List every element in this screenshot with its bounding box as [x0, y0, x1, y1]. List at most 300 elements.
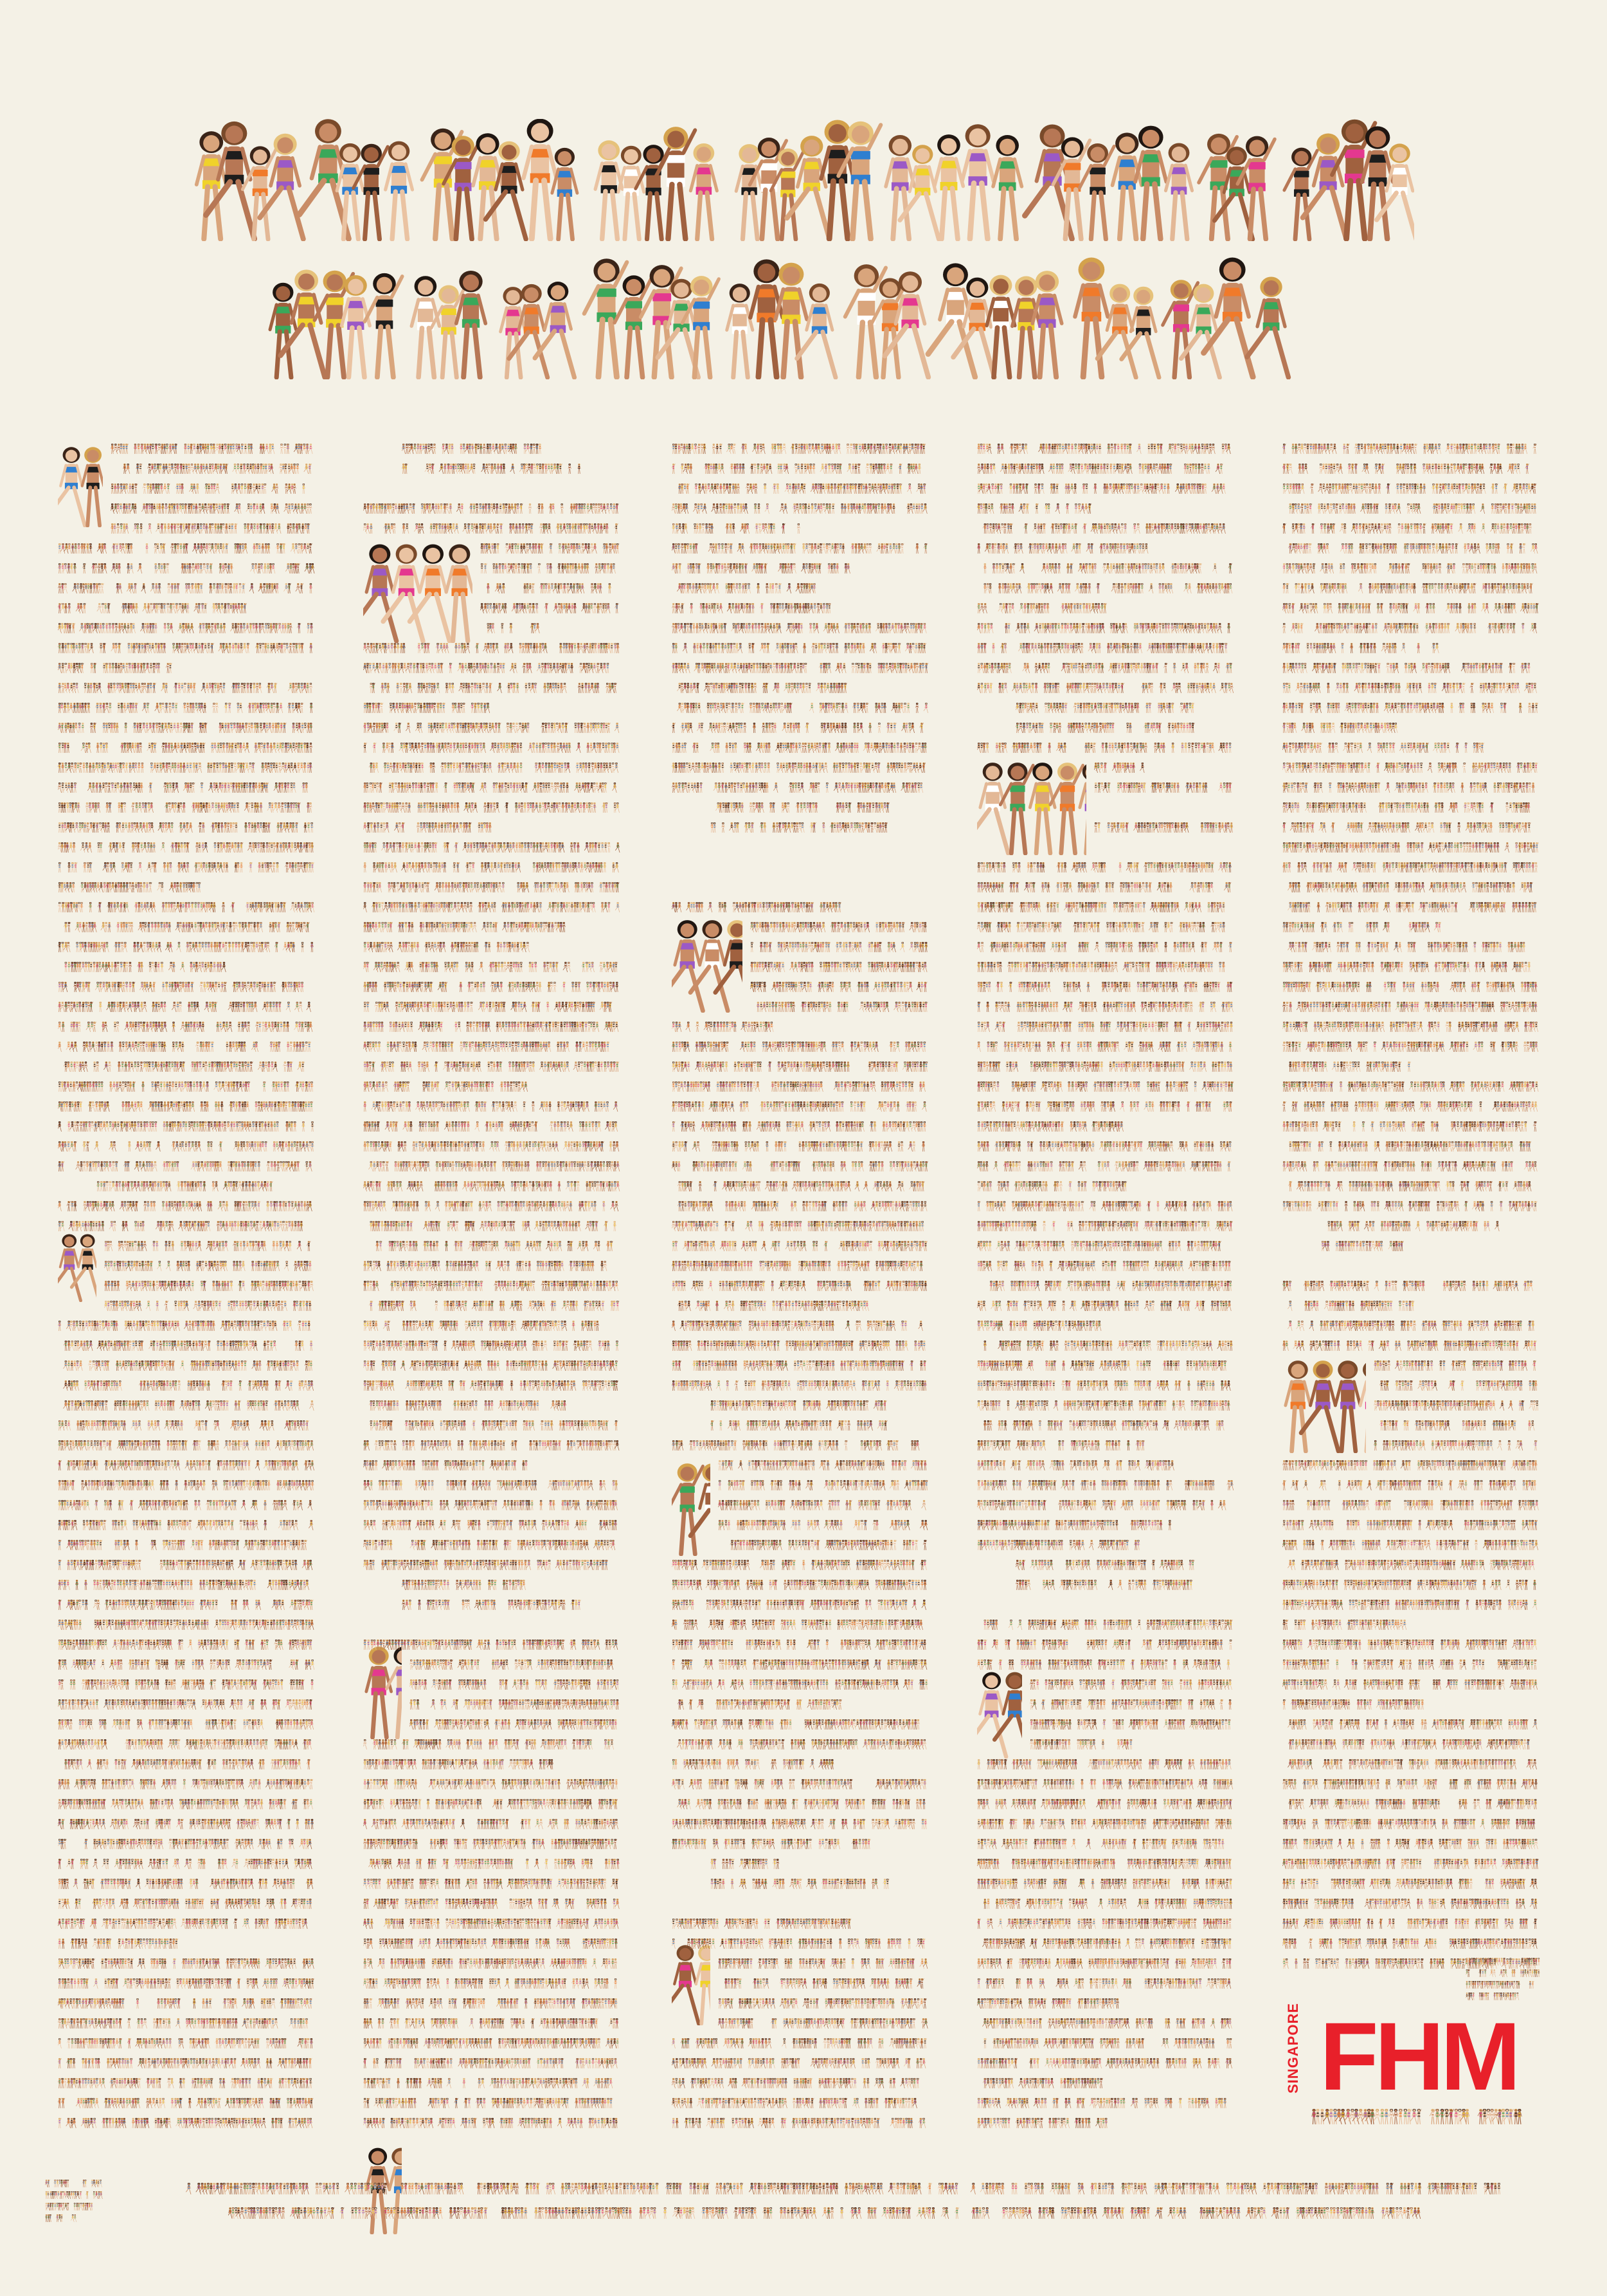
column-2-line	[480, 603, 620, 613]
column-1-line	[58, 1939, 184, 1949]
column-5-line	[1282, 743, 1485, 753]
column-2-line	[363, 1978, 620, 1989]
column-5-line	[1282, 484, 1540, 494]
column-1-line	[58, 1161, 315, 1171]
column-2-line	[363, 1799, 620, 1809]
column-4-line	[1094, 763, 1147, 773]
column-5-line	[1282, 1699, 1433, 1710]
column-5-line	[1282, 1799, 1540, 1809]
column-5-line	[1282, 1560, 1540, 1570]
column-5-line	[1282, 703, 1540, 713]
column-3-photo-1	[672, 916, 742, 1013]
column-3-line	[672, 563, 853, 574]
column-1-line	[58, 1759, 315, 1769]
column-3-line	[672, 1779, 929, 1789]
column-4-line	[977, 1301, 1234, 1311]
column-3-line	[672, 2038, 929, 2048]
logo-figure-line	[1311, 2109, 1523, 2124]
column-4-line	[977, 1998, 1121, 2009]
column-1-line	[58, 1719, 315, 1730]
column-2-line	[363, 1002, 620, 1012]
column-5-line	[1282, 1161, 1540, 1171]
column-3-line	[672, 2078, 929, 2088]
column-2-line	[363, 2118, 620, 2128]
column-5-line	[1282, 1759, 1540, 1769]
column-1-line	[58, 543, 315, 554]
column-2-line	[363, 1081, 530, 1092]
column-4-line	[1030, 1699, 1234, 1710]
column-3-line	[672, 782, 929, 793]
column-3-line	[672, 2118, 929, 2128]
column-1-line	[58, 743, 315, 753]
column-3-line	[672, 2058, 929, 2068]
column-4-line	[977, 1939, 1234, 1949]
column-4-line	[977, 1978, 1234, 1989]
column-4-line	[977, 484, 1234, 494]
column-2-line	[363, 862, 620, 872]
column-4-line	[977, 2018, 1234, 2029]
column-2-line	[363, 1281, 620, 1291]
column-4-line	[977, 1081, 1234, 1092]
column-1-line	[58, 1839, 315, 1849]
column-4-line	[977, 1958, 1234, 1969]
column-1-line	[58, 723, 315, 733]
column-1-line	[58, 1699, 315, 1710]
column-4-line	[977, 1181, 1130, 1191]
imprint-line	[45, 2203, 96, 2210]
column-3-line	[672, 1939, 929, 1949]
column-3-line	[750, 942, 929, 952]
column-3-line	[672, 464, 929, 474]
column-2-line	[363, 1201, 620, 1211]
column-5-line	[1282, 802, 1540, 813]
column-4-line	[977, 1440, 1146, 1451]
imprint-line	[1466, 1958, 1543, 1966]
column-5-line	[1282, 1460, 1540, 1470]
column-3-line	[672, 1042, 929, 1052]
column-4-line	[977, 1520, 1172, 1530]
column-2-line	[363, 1899, 620, 1909]
column-3-line	[672, 523, 802, 534]
column-3-line	[672, 1062, 929, 1072]
column-5-line	[1282, 1321, 1540, 1331]
column-5-line	[1282, 1341, 1540, 1351]
column-4-line	[977, 1420, 1234, 1431]
column-1-line	[111, 444, 315, 454]
column-4-line	[977, 982, 1234, 992]
column-2-line	[363, 1341, 620, 1351]
column-5-line	[1282, 1101, 1540, 1112]
column-1-line	[58, 842, 315, 853]
column-2-line	[363, 643, 620, 653]
column-3-line	[672, 703, 929, 713]
column-3-line	[718, 1520, 929, 1530]
column-1-line	[58, 2018, 315, 2029]
column-3-line	[672, 623, 929, 633]
column-1-line	[58, 1679, 315, 1690]
column-4-line	[977, 1400, 1234, 1411]
column-5-line	[1282, 623, 1540, 633]
column-2-line	[363, 1241, 620, 1251]
column-2-line	[480, 543, 620, 554]
column-4-line	[977, 1341, 1234, 1351]
column-1-line	[58, 1998, 315, 2009]
column-1-line	[58, 643, 315, 653]
column-3-line	[710, 1859, 782, 1869]
column-5-line	[1282, 1181, 1540, 1191]
column-2-line	[363, 703, 493, 713]
column-2-line	[363, 1520, 620, 1530]
column-3-line	[672, 583, 818, 593]
column-2-line	[402, 464, 582, 474]
column-4-line	[977, 2118, 1109, 2128]
column-5-line	[1282, 842, 1540, 853]
column-3-line	[672, 902, 845, 912]
column-4-line	[977, 1062, 1234, 1072]
column-5-line	[1282, 1899, 1540, 1909]
column-1-line	[58, 1580, 315, 1590]
column-1	[58, 444, 315, 2135]
column-5-line	[1282, 1042, 1540, 1052]
column-2-line	[409, 1659, 620, 1670]
column-4-line	[977, 2098, 1234, 2108]
column-4-line	[977, 1022, 1234, 1032]
column-3-line	[718, 1978, 929, 1989]
imprint-line	[1466, 1981, 1536, 1989]
column-5-line	[1282, 1540, 1540, 1550]
column-1-line	[58, 583, 315, 593]
column-5-line	[1282, 1301, 1425, 1311]
column-3-line	[672, 1640, 929, 1650]
column-5-line	[1282, 1081, 1540, 1092]
column-3-line	[672, 543, 929, 554]
column-1-line	[58, 1500, 315, 1510]
column-4-line	[1094, 802, 1100, 813]
column-3-line	[672, 1221, 929, 1231]
column-4	[977, 444, 1234, 2135]
logo-edition: SINGAPORE	[1285, 2003, 1302, 2093]
column-3-line	[672, 1719, 929, 1730]
column-4-line	[977, 543, 1152, 554]
column-3-line	[718, 1998, 929, 2009]
column-5-line	[1282, 643, 1445, 653]
column-4-line	[977, 1500, 1234, 1510]
column-1-line	[58, 1101, 315, 1112]
column-2-line	[363, 962, 620, 972]
column-3-line	[672, 1799, 929, 1809]
column-5-line	[1282, 1779, 1540, 1789]
column-1-line	[58, 1022, 315, 1032]
column-2-line	[363, 1540, 620, 1550]
column-3	[672, 444, 929, 2135]
column-3-line	[672, 1101, 929, 1112]
column-4-photo-1	[977, 759, 1086, 855]
column-2-line	[363, 1759, 559, 1769]
column-3-line	[672, 1341, 929, 1351]
column-4-line	[977, 1241, 1234, 1251]
column-1-line	[58, 1121, 315, 1132]
column-5-line	[1374, 1380, 1540, 1391]
column-1-line	[58, 663, 181, 673]
column-4-line	[1016, 1560, 1196, 1570]
column-1-line	[58, 822, 315, 833]
column-3-line	[672, 643, 929, 653]
column-5-line	[1282, 942, 1540, 952]
column-2-line	[363, 1958, 620, 1969]
column-3-line	[672, 1261, 929, 1271]
column-4-line	[1030, 1739, 1135, 1749]
column-1-line	[58, 862, 315, 872]
column-1-line	[58, 1400, 315, 1411]
column-5-line	[1282, 723, 1400, 733]
column-3-line	[672, 723, 929, 733]
column-3-line	[672, 1121, 929, 1132]
column-5-line	[1282, 603, 1540, 613]
fhm-logo	[1288, 2011, 1532, 2101]
column-3-line	[672, 503, 929, 514]
column-2-line	[363, 1062, 620, 1072]
column-4-line	[977, 523, 1234, 534]
column-3-line	[672, 1580, 929, 1590]
column-2-line	[363, 1500, 620, 1510]
column-5-line	[1321, 1241, 1410, 1251]
column-2-line	[363, 902, 620, 912]
column-1-line	[58, 902, 315, 912]
column-4-line	[977, 663, 1234, 673]
column-2-line	[363, 1181, 620, 1191]
column-2-line	[363, 982, 620, 992]
column-1-line	[58, 1440, 315, 1451]
column-1-line	[58, 1739, 315, 1749]
column-4-line	[977, 1121, 1126, 1132]
column-3-line	[672, 1600, 929, 1610]
column-3-line	[672, 1759, 836, 1769]
column-3-line	[672, 1659, 929, 1670]
column-1-line	[58, 1360, 315, 1371]
column-1-line	[111, 503, 315, 514]
column-1-line	[58, 1958, 315, 1969]
column-5-line	[1282, 523, 1540, 534]
column-2-line	[363, 1739, 620, 1749]
column-1-line	[104, 1261, 315, 1271]
column-3-line	[672, 1181, 929, 1191]
column-1-line	[58, 1341, 315, 1351]
column-1-line	[58, 1879, 315, 1889]
column-5-line	[1282, 1500, 1540, 1510]
column-5-line	[1374, 1360, 1540, 1371]
column-2-line	[409, 1679, 620, 1690]
column-1-line	[58, 1380, 315, 1391]
column-4-line	[977, 1042, 1234, 1052]
column-2-line	[402, 444, 544, 454]
column-5-line	[1374, 1400, 1540, 1411]
column-5-line	[1282, 1839, 1540, 1849]
column-2-line	[363, 802, 620, 813]
column-3-line	[672, 1699, 843, 1710]
column-4-line	[977, 1360, 1234, 1371]
column-5-line	[1282, 503, 1540, 514]
column-1-line	[58, 763, 315, 773]
column-5-line	[1282, 663, 1540, 673]
column-5-line	[1282, 1201, 1540, 1211]
column-1-line	[58, 2098, 315, 2108]
column-4-line	[977, 503, 1093, 514]
imprint-line	[45, 2180, 103, 2187]
column-1-line	[58, 1480, 315, 1490]
column-3-line	[672, 1241, 929, 1251]
column-4-line	[977, 1101, 1234, 1112]
column-4-line	[1016, 723, 1196, 733]
column-5	[1282, 444, 1540, 1987]
column-2-line	[363, 1480, 620, 1490]
column-2-line	[363, 723, 620, 733]
column-4-line	[977, 1779, 1234, 1789]
column-2-line	[363, 2098, 620, 2108]
column-4-line	[1016, 703, 1196, 713]
column-2-line	[363, 842, 620, 853]
footer-line-2	[228, 2207, 1424, 2219]
column-3-line	[672, 1321, 929, 1331]
column-1-line	[104, 1301, 315, 1311]
column-4-line	[977, 1201, 1234, 1211]
column-3-line	[672, 683, 853, 693]
imprint-line	[1466, 1969, 1543, 1977]
column-1-line	[58, 1201, 315, 1211]
column-5-line	[1374, 1420, 1540, 1431]
column-4-line	[977, 623, 1234, 633]
column-1-photo-2	[58, 1231, 96, 1302]
column-3-photo-3	[672, 1942, 710, 2025]
column-2-line	[363, 503, 620, 514]
column-2-line	[363, 2078, 620, 2088]
column-2-line	[363, 1460, 530, 1470]
column-1-line	[58, 1062, 315, 1072]
column-2-line	[363, 1022, 620, 1032]
column-1-line	[58, 802, 315, 813]
column-2-photo-1	[363, 540, 472, 643]
column-2-line	[363, 782, 620, 793]
column-4-line	[977, 1221, 1234, 1231]
column-4-line	[977, 1859, 1234, 1869]
column-3-line	[672, 1620, 929, 1630]
column-4-line	[977, 1899, 1234, 1909]
column-5-line	[1282, 1859, 1540, 1869]
column-5-line	[1282, 444, 1540, 454]
column-5-line	[1282, 1002, 1540, 1012]
column-4-line	[977, 1620, 1234, 1630]
column-2-line	[363, 1101, 620, 1112]
column-4-line	[1094, 782, 1234, 793]
column-3-line	[710, 1400, 890, 1411]
column-4-line	[977, 2078, 1105, 2088]
column-5-line	[1282, 922, 1442, 932]
column-1-line	[58, 1221, 315, 1231]
imprint-line	[45, 2214, 84, 2222]
column-3-line	[672, 1819, 929, 1829]
column-2-line	[363, 2058, 620, 2068]
column-5-line	[1282, 1679, 1540, 1690]
column-1-line	[58, 2118, 315, 2128]
column-5-line	[1282, 882, 1540, 892]
column-4-line	[977, 882, 1234, 892]
column-1-line	[58, 1540, 315, 1550]
headline-row-2	[267, 257, 1308, 379]
column-1-line	[58, 1899, 315, 1909]
column-2-line	[480, 623, 541, 633]
column-4-line	[977, 1161, 1234, 1171]
column-5-line	[1282, 1062, 1417, 1072]
column-1-line	[111, 484, 315, 494]
column-2-line	[363, 1939, 620, 1949]
column-5-line	[1282, 862, 1540, 872]
column-2-line	[363, 1400, 568, 1411]
column-2-line	[363, 763, 620, 773]
column-1-line	[111, 464, 315, 474]
column-5-line	[1282, 1719, 1540, 1730]
column-4-line	[977, 1480, 1234, 1490]
column-4-line	[977, 1819, 1234, 1829]
column-1-line	[58, 2038, 315, 2048]
column-2-line	[402, 1580, 533, 1590]
column-5-line	[1282, 464, 1540, 474]
column-2-line	[363, 1221, 620, 1231]
column-4-line	[1030, 1719, 1234, 1730]
column-4-line	[977, 643, 1234, 653]
column-4-line	[977, 563, 1234, 574]
column-3-line	[672, 1560, 929, 1570]
column-2-line	[363, 1859, 620, 1869]
column-4-line	[977, 1879, 1234, 1889]
column-3-line	[750, 982, 929, 992]
column-2-line	[363, 1161, 620, 1171]
column-4-line	[977, 1002, 1234, 1012]
column-4-line	[977, 942, 1234, 952]
column-5-line	[1374, 1440, 1540, 1451]
column-1-line	[58, 1859, 315, 1869]
column-4-line	[977, 1640, 1234, 1650]
column-5-line	[1282, 683, 1540, 693]
footer-line-1	[180, 2183, 1504, 2194]
column-3-line	[672, 743, 929, 753]
column-2-line	[480, 563, 620, 574]
column-5-line	[1282, 1659, 1540, 1670]
imprint-line	[45, 2191, 103, 2199]
column-1-line	[58, 1620, 315, 1630]
column-2-line	[363, 743, 620, 753]
column-3-line	[672, 1281, 929, 1291]
column-2-line	[363, 1141, 620, 1152]
column-2-line	[363, 1819, 620, 1829]
column-5-line	[1282, 1640, 1540, 1650]
column-3-line	[672, 484, 929, 494]
column-2-line	[363, 1779, 620, 1789]
column-4-line	[977, 1141, 1234, 1152]
column-5-line	[1282, 1121, 1540, 1132]
column-5-line	[1282, 1939, 1540, 1949]
column-4-line	[977, 1659, 1234, 1670]
column-5-line	[1282, 563, 1540, 574]
column-1-line	[111, 523, 315, 534]
column-3-line	[672, 444, 929, 454]
column-3-line	[710, 1420, 890, 1431]
column-1-line	[58, 1520, 315, 1530]
column-3-line	[672, 763, 929, 773]
column-2-line	[363, 1879, 620, 1889]
column-3-line	[672, 1301, 870, 1311]
column-3-line	[750, 1002, 929, 1012]
column-5-line	[1282, 1480, 1540, 1490]
column-3-line	[710, 1879, 890, 1889]
